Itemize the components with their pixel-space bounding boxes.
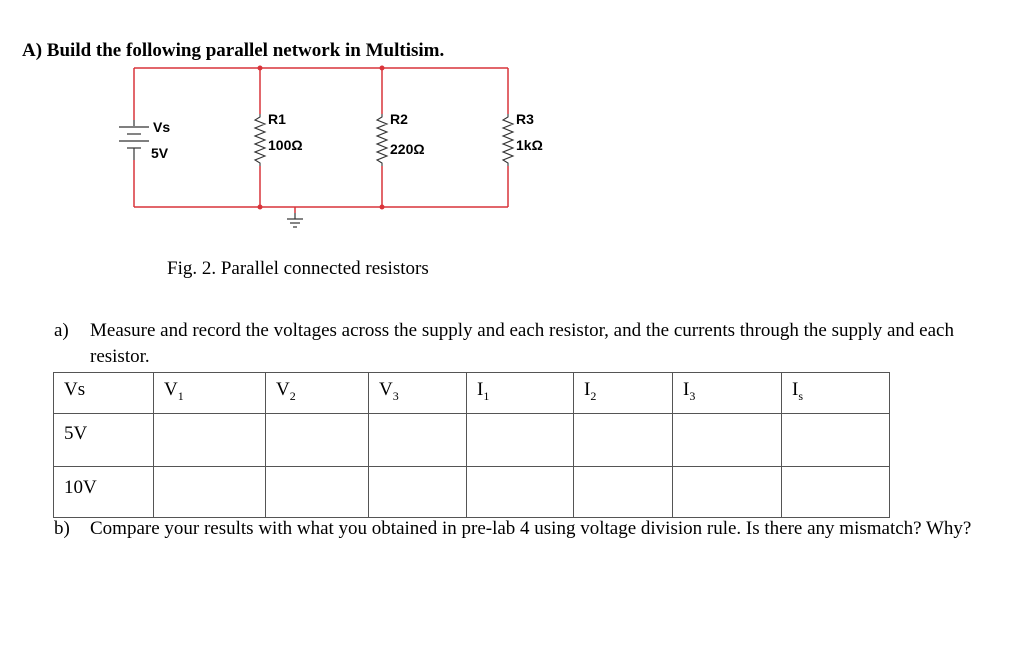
row-label-10v: 10V xyxy=(54,466,154,517)
table-cell[interactable] xyxy=(782,466,890,517)
table-cell[interactable] xyxy=(673,466,782,517)
question-a-text: Measure and record the voltages across the supply and each resistor, and the currents through the supply and each resistor. xyxy=(90,320,954,367)
table-cell[interactable] xyxy=(154,413,266,466)
figure-caption: Fig. 2. Parallel connected resistors xyxy=(167,258,429,279)
header-vs: Vs xyxy=(54,373,154,414)
question-b-text: Compare your results with what you obtained in pre-lab 4 using voltage division rule. Is there any mismatch? Why? xyxy=(90,518,972,539)
question-b xyxy=(54,516,974,542)
section-heading: A) Build the following parallel network in Multisim. xyxy=(22,40,445,61)
header-v2: $V_2$ xyxy=(266,373,369,414)
table-cell[interactable] xyxy=(266,466,369,517)
table-cell[interactable] xyxy=(782,413,890,466)
question-a xyxy=(54,318,974,370)
ground-symbol xyxy=(287,213,303,227)
r1-value-label: 100Ω xyxy=(268,137,303,153)
resistor-r2-symbol xyxy=(377,114,387,166)
measurement-table xyxy=(53,372,890,518)
question-b-number: b) xyxy=(54,518,70,539)
r2-name-label: R2 xyxy=(390,111,408,127)
header-i2: $I_2$ xyxy=(574,373,673,414)
table-cell[interactable] xyxy=(574,413,673,466)
question-a-number: a) xyxy=(54,320,69,341)
table-row xyxy=(54,413,890,466)
table-cell[interactable] xyxy=(467,413,574,466)
header-i1: $I_1$ xyxy=(467,373,574,414)
table-cell[interactable] xyxy=(266,413,369,466)
table-cell[interactable] xyxy=(154,466,266,517)
circuit-diagram xyxy=(0,0,1024,240)
table-cell[interactable] xyxy=(369,413,467,466)
r1-name-label: R1 xyxy=(268,111,286,127)
r2-value-label: 220Ω xyxy=(390,141,425,157)
battery-symbol xyxy=(119,120,149,160)
header-v3: $V_3$ xyxy=(369,373,467,414)
header-i3: $I_3$ xyxy=(673,373,782,414)
wires xyxy=(134,68,508,213)
table-cell[interactable] xyxy=(574,466,673,517)
source-value-label: 5V xyxy=(151,145,169,161)
row-label-5v: 5V xyxy=(54,413,154,466)
resistor-r3-symbol xyxy=(503,114,513,166)
table-cell[interactable] xyxy=(369,466,467,517)
table-cell[interactable] xyxy=(673,413,782,466)
table-cell[interactable] xyxy=(467,466,574,517)
r3-name-label: R3 xyxy=(516,111,534,127)
r3-value-label: 1kΩ xyxy=(516,137,543,153)
header-v1: $V_1$ xyxy=(154,373,266,414)
header-is: $I_s$ xyxy=(782,373,890,414)
table-row xyxy=(54,466,890,517)
source-name-label: Vs xyxy=(153,119,171,135)
table-header-row xyxy=(54,373,890,414)
resistor-r1-symbol xyxy=(255,114,265,166)
